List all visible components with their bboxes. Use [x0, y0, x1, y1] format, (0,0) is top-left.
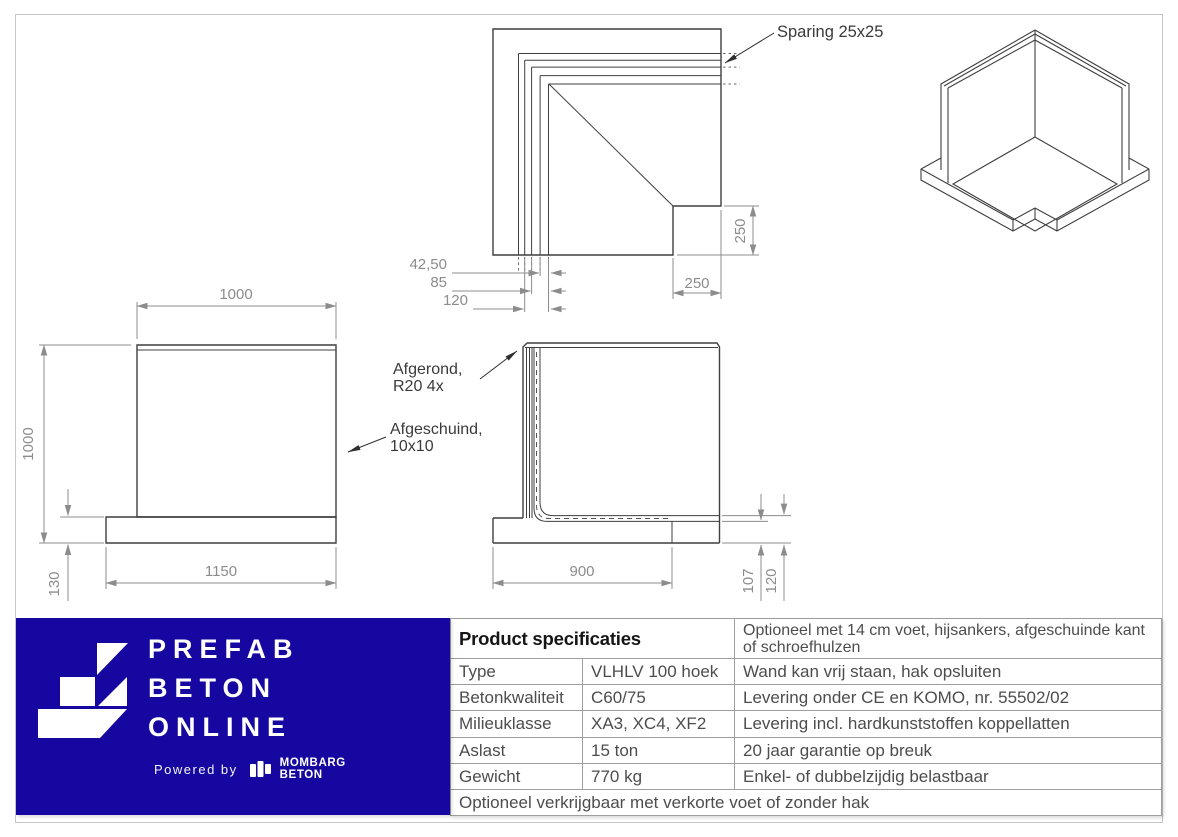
spec-row-label: Milieuklasse — [451, 711, 583, 738]
technical-drawing — [15, 14, 1162, 618]
plan-dim-b: 85 — [430, 274, 447, 291]
bottom-band — [16, 618, 1162, 815]
mombarg-line-1: MOMBARG — [279, 757, 346, 769]
plan-dim-a: 42,50 — [409, 256, 447, 273]
plan-dim-c: 120 — [442, 292, 468, 309]
powered-by-row — [154, 758, 346, 781]
front-dim-base-width: 1150 — [204, 563, 238, 580]
spec-row-label: Type — [451, 659, 583, 685]
brand-line-2: BETON — [148, 673, 278, 703]
front-dim-height: 1000 — [20, 427, 37, 461]
spec-note-top: Optioneel met 14 cm voet, hijsankers, afgeschuinde kant of schroefhulzen — [735, 619, 1162, 659]
brand-line-1: PREFAB — [148, 634, 300, 664]
front-view — [20, 286, 386, 601]
mombarg-beton-logo-icon — [250, 761, 273, 778]
spec-row-value: VLHLV 100 hoek — [583, 659, 735, 685]
side-dim-foot: 120 — [763, 568, 780, 594]
spec-row-note: Levering incl. hardkunststoffen koppellatten — [735, 711, 1162, 738]
plan-dim-e: 250 — [732, 218, 749, 244]
note-rounded-line1: Afgerond, — [393, 361, 463, 378]
powered-by-label: Powered by — [154, 762, 238, 777]
product-spec-table — [450, 618, 1162, 816]
spec-row-label: Betonkwaliteit — [451, 685, 583, 711]
note-chamfer-line2: 10x10 — [390, 438, 434, 455]
note-chamfer-line1: Afgeschuind, — [390, 421, 483, 438]
spec-row-value: C60/75 — [583, 685, 735, 711]
prefab-beton-online-logo-icon — [38, 642, 134, 744]
spec-row-value: XA3, XC4, XF2 — [583, 711, 735, 738]
spec-row-note: 20 jaar garantie op breuk — [735, 738, 1162, 764]
spec-table-title: Product specificaties — [451, 619, 735, 659]
spec-row-label: Gewicht — [451, 764, 583, 790]
sparing-label: Sparing 25x25 — [777, 23, 884, 41]
plan-view — [409, 23, 883, 312]
front-dim-base-height: 130 — [46, 571, 63, 597]
spec-row-note: Wand kan vrij staan, hak opsluiten — [735, 659, 1162, 685]
brand-line-3: ONLINE — [148, 712, 293, 742]
spec-row-label: Aslast — [451, 738, 583, 764]
brand-wordmark — [148, 630, 300, 747]
side-dim-width: 900 — [569, 563, 595, 580]
spec-row-note: Enkel- of dubbelzijdig belastbaar — [735, 764, 1162, 790]
side-dim-floor: 107 — [740, 568, 757, 594]
mombarg-line-2: BETON — [279, 768, 323, 781]
brand-panel — [16, 618, 450, 815]
spec-note-bottom: Optioneel verkrijgbaar met verkorte voet of zonder hak — [451, 790, 1162, 816]
spec-row-value: 770 kg — [583, 764, 735, 790]
mombarg-wordmark — [280, 758, 346, 781]
spec-row-value: 15 ton — [583, 738, 735, 764]
note-rounded-line2: R20 4x — [393, 378, 444, 395]
side-view — [390, 343, 791, 601]
iso-view — [921, 30, 1149, 231]
front-dim-width: 1000 — [219, 286, 253, 303]
spec-row-note: Levering onder CE en KOMO, nr. 55502/02 — [735, 685, 1162, 711]
plan-dim-d: 250 — [684, 275, 710, 292]
